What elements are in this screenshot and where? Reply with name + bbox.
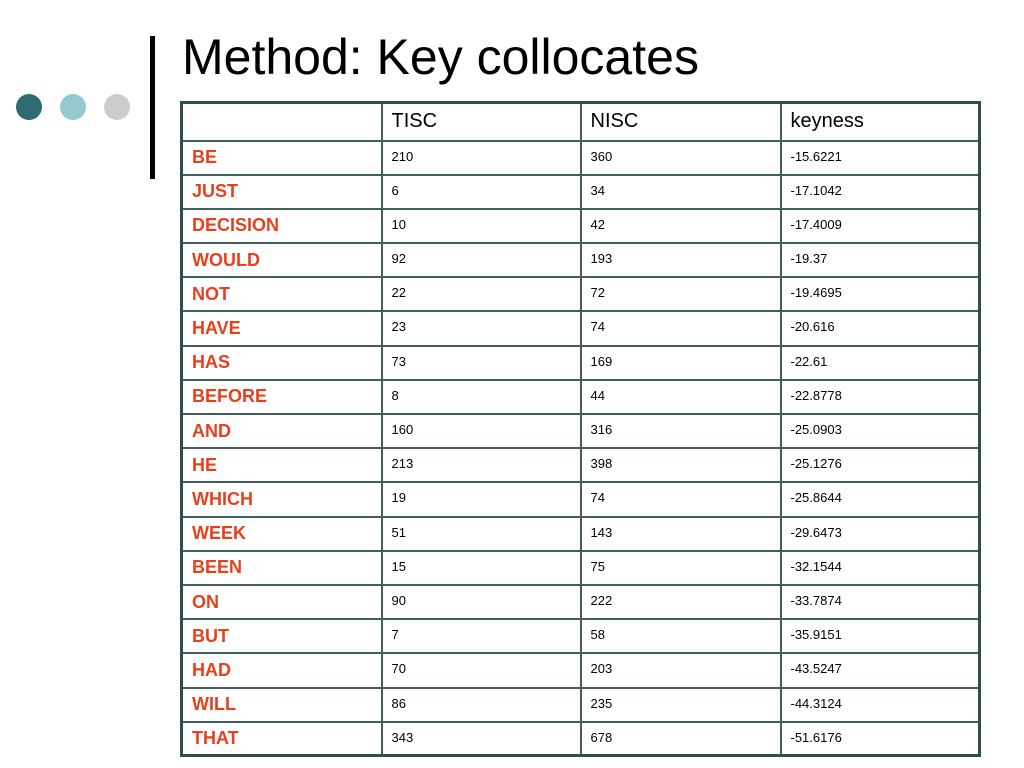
- slide-title: Method: Key collocates: [182, 29, 699, 85]
- cell-keyness: -17.4009: [781, 209, 980, 243]
- title-divider: [150, 36, 155, 179]
- cell-keyness: -51.6176: [781, 722, 980, 756]
- table-row: [182, 414, 980, 448]
- cell-word: WHICH: [182, 482, 382, 516]
- cell-tisc: 6: [382, 175, 581, 209]
- table-row: [182, 619, 980, 653]
- cell-tisc: 70: [382, 653, 581, 687]
- table-row: [182, 517, 980, 551]
- header-tisc: TISC: [382, 103, 581, 141]
- table-row: [182, 175, 980, 209]
- header-keyness: keyness: [781, 103, 980, 141]
- table-row: [182, 243, 980, 277]
- cell-keyness: -22.8778: [781, 380, 980, 414]
- cell-tisc: 23: [382, 311, 581, 345]
- header-nisc: NISC: [581, 103, 781, 141]
- table-row: [182, 380, 980, 414]
- cell-tisc: 73: [382, 346, 581, 380]
- cell-keyness: -19.4695: [781, 277, 980, 311]
- table-row: [182, 277, 980, 311]
- cell-tisc: 51: [382, 517, 581, 551]
- cell-nisc: 169: [581, 346, 781, 380]
- cell-word: ON: [182, 585, 382, 619]
- cell-word: NOT: [182, 277, 382, 311]
- cell-keyness: -44.3124: [781, 688, 980, 722]
- table-row: [182, 653, 980, 687]
- cell-keyness: -17.1042: [781, 175, 980, 209]
- cell-tisc: 343: [382, 722, 581, 756]
- cell-nisc: 74: [581, 482, 781, 516]
- cell-tisc: 92: [382, 243, 581, 277]
- cell-nisc: 58: [581, 619, 781, 653]
- cell-word: BUT: [182, 619, 382, 653]
- cell-tisc: 22: [382, 277, 581, 311]
- table-row: [182, 141, 980, 175]
- table-row: [182, 482, 980, 516]
- cell-tisc: 10: [382, 209, 581, 243]
- cell-nisc: 34: [581, 175, 781, 209]
- cell-nisc: 44: [581, 380, 781, 414]
- cell-tisc: 213: [382, 448, 581, 482]
- header-empty: [182, 103, 382, 141]
- cell-keyness: -35.9151: [781, 619, 980, 653]
- cell-keyness: -43.5247: [781, 653, 980, 687]
- cell-keyness: -32.1544: [781, 551, 980, 585]
- cell-word: HE: [182, 448, 382, 482]
- cell-nisc: 193: [581, 243, 781, 277]
- cell-word: AND: [182, 414, 382, 448]
- cell-keyness: -25.1276: [781, 448, 980, 482]
- cell-tisc: 19: [382, 482, 581, 516]
- table-row: [182, 551, 980, 585]
- table-row: [182, 346, 980, 380]
- cell-tisc: 160: [382, 414, 581, 448]
- collocates-table: [180, 101, 981, 757]
- decorative-dot-gray: [104, 94, 130, 120]
- cell-tisc: 210: [382, 141, 581, 175]
- cell-tisc: 90: [382, 585, 581, 619]
- cell-word: WOULD: [182, 243, 382, 277]
- cell-nisc: 72: [581, 277, 781, 311]
- table-row: [182, 688, 980, 722]
- table-header-row: [182, 103, 980, 141]
- cell-nisc: 222: [581, 585, 781, 619]
- cell-word: HAVE: [182, 311, 382, 345]
- cell-nisc: 360: [581, 141, 781, 175]
- table-row: [182, 448, 980, 482]
- cell-keyness: -25.8644: [781, 482, 980, 516]
- cell-nisc: 75: [581, 551, 781, 585]
- table-row: [182, 585, 980, 619]
- cell-keyness: -15.6221: [781, 141, 980, 175]
- cell-nisc: 203: [581, 653, 781, 687]
- cell-word: WEEK: [182, 517, 382, 551]
- cell-word: DECISION: [182, 209, 382, 243]
- cell-word: BEEN: [182, 551, 382, 585]
- cell-keyness: -33.7874: [781, 585, 980, 619]
- cell-nisc: 42: [581, 209, 781, 243]
- cell-word: THAT: [182, 722, 382, 756]
- cell-tisc: 86: [382, 688, 581, 722]
- decorative-dot-dark: [16, 94, 42, 120]
- cell-keyness: -29.6473: [781, 517, 980, 551]
- cell-word: BE: [182, 141, 382, 175]
- cell-word: JUST: [182, 175, 382, 209]
- cell-keyness: -22.61: [781, 346, 980, 380]
- cell-nisc: 143: [581, 517, 781, 551]
- table-row: [182, 311, 980, 345]
- table-row: [182, 722, 980, 756]
- cell-word: WILL: [182, 688, 382, 722]
- cell-word: BEFORE: [182, 380, 382, 414]
- cell-keyness: -25.0903: [781, 414, 980, 448]
- cell-tisc: 15: [382, 551, 581, 585]
- cell-keyness: -19.37: [781, 243, 980, 277]
- cell-nisc: 678: [581, 722, 781, 756]
- cell-word: HAS: [182, 346, 382, 380]
- cell-keyness: -20.616: [781, 311, 980, 345]
- cell-tisc: 8: [382, 380, 581, 414]
- decorative-dot-light: [60, 94, 86, 120]
- cell-word: HAD: [182, 653, 382, 687]
- cell-tisc: 7: [382, 619, 581, 653]
- cell-nisc: 74: [581, 311, 781, 345]
- cell-nisc: 235: [581, 688, 781, 722]
- cell-nisc: 316: [581, 414, 781, 448]
- table-row: [182, 209, 980, 243]
- cell-nisc: 398: [581, 448, 781, 482]
